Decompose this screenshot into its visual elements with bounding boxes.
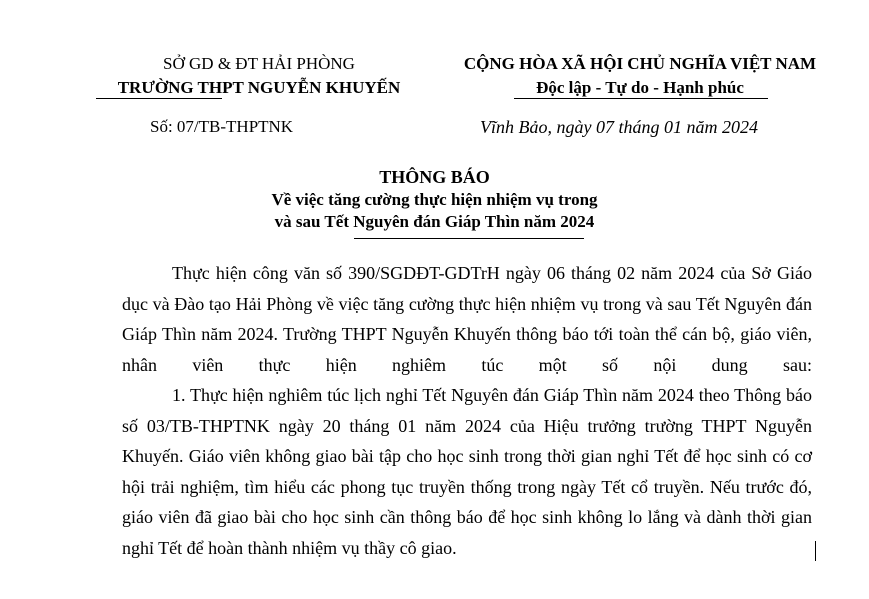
document-date: Vĩnh Bảo, ngày 07 tháng 01 năm 2024 xyxy=(480,117,758,137)
nation-title: CỘNG HÒA XÃ HỘI CHỦ NGHĨA VIỆT NAM xyxy=(463,54,817,73)
title-block xyxy=(0,165,869,233)
school-name: TRƯỜNG THPT NGUYỄN KHUYẾN xyxy=(117,78,401,97)
school-name-rule xyxy=(96,98,222,99)
header-right xyxy=(440,52,840,100)
document-subtitle-line2: và sau Tết Nguyên đán Giáp Thìn năm 2024 xyxy=(274,212,595,231)
department-name: SỞ GD & ĐT HẢI PHÒNG xyxy=(163,54,355,73)
nation-motto: Độc lập - Tự do - Hạnh phúc xyxy=(536,78,744,97)
text-cursor xyxy=(815,541,816,561)
document-number: Số: 07/TB-THPTNK xyxy=(150,117,294,136)
document-subtitle-line1: Về việc tăng cường thực hiện nhiệm vụ trong xyxy=(271,190,598,209)
document-body xyxy=(122,258,812,563)
paragraph-item-1: 1. Thực hiện nghiêm túc lịch nghỉ Tết Nguyên đán Giáp Thìn năm 2024 theo Thông báo số 03/TB-THPTNK ngày 20 tháng 01 năm 2024 của Hiệu trưởng trường THPT Nguyễn Khuyến. Giáo viên không giao bài tập cho học sinh trong thời gian nghỉ Tết để học sinh có cơ hội trải nghiệm, tìm hiểu các phong tục truyền thống trong ngày Tết cổ truyền. Nếu trước đó, giáo viên đã giao bài cho học sinh cần thông báo để học sinh không lo lắng và dành thời gian nghỉ Tết để hoàn thành nhiệm vụ thầy cô giao. xyxy=(122,385,812,558)
motto-rule xyxy=(514,98,768,99)
title-rule xyxy=(354,238,584,239)
paragraph-intro: Thực hiện công văn số 390/SGDĐT-GDTrH ngày 06 tháng 02 năm 2024 của Sở Giáo dục và Đào tạo Hải Phòng về việc tăng cường thực hiện nhiệm vụ trong và sau Tết Nguyên đán Giáp Thìn năm 2024. Trường THPT Nguyễn Khuyến thông báo tới toàn thể cán bộ, giáo viên, nhân viên thực hiện nghiêm túc một số nội dung sau: xyxy=(122,263,812,375)
header-left xyxy=(100,52,418,100)
document-title: THÔNG BÁO xyxy=(379,167,490,187)
